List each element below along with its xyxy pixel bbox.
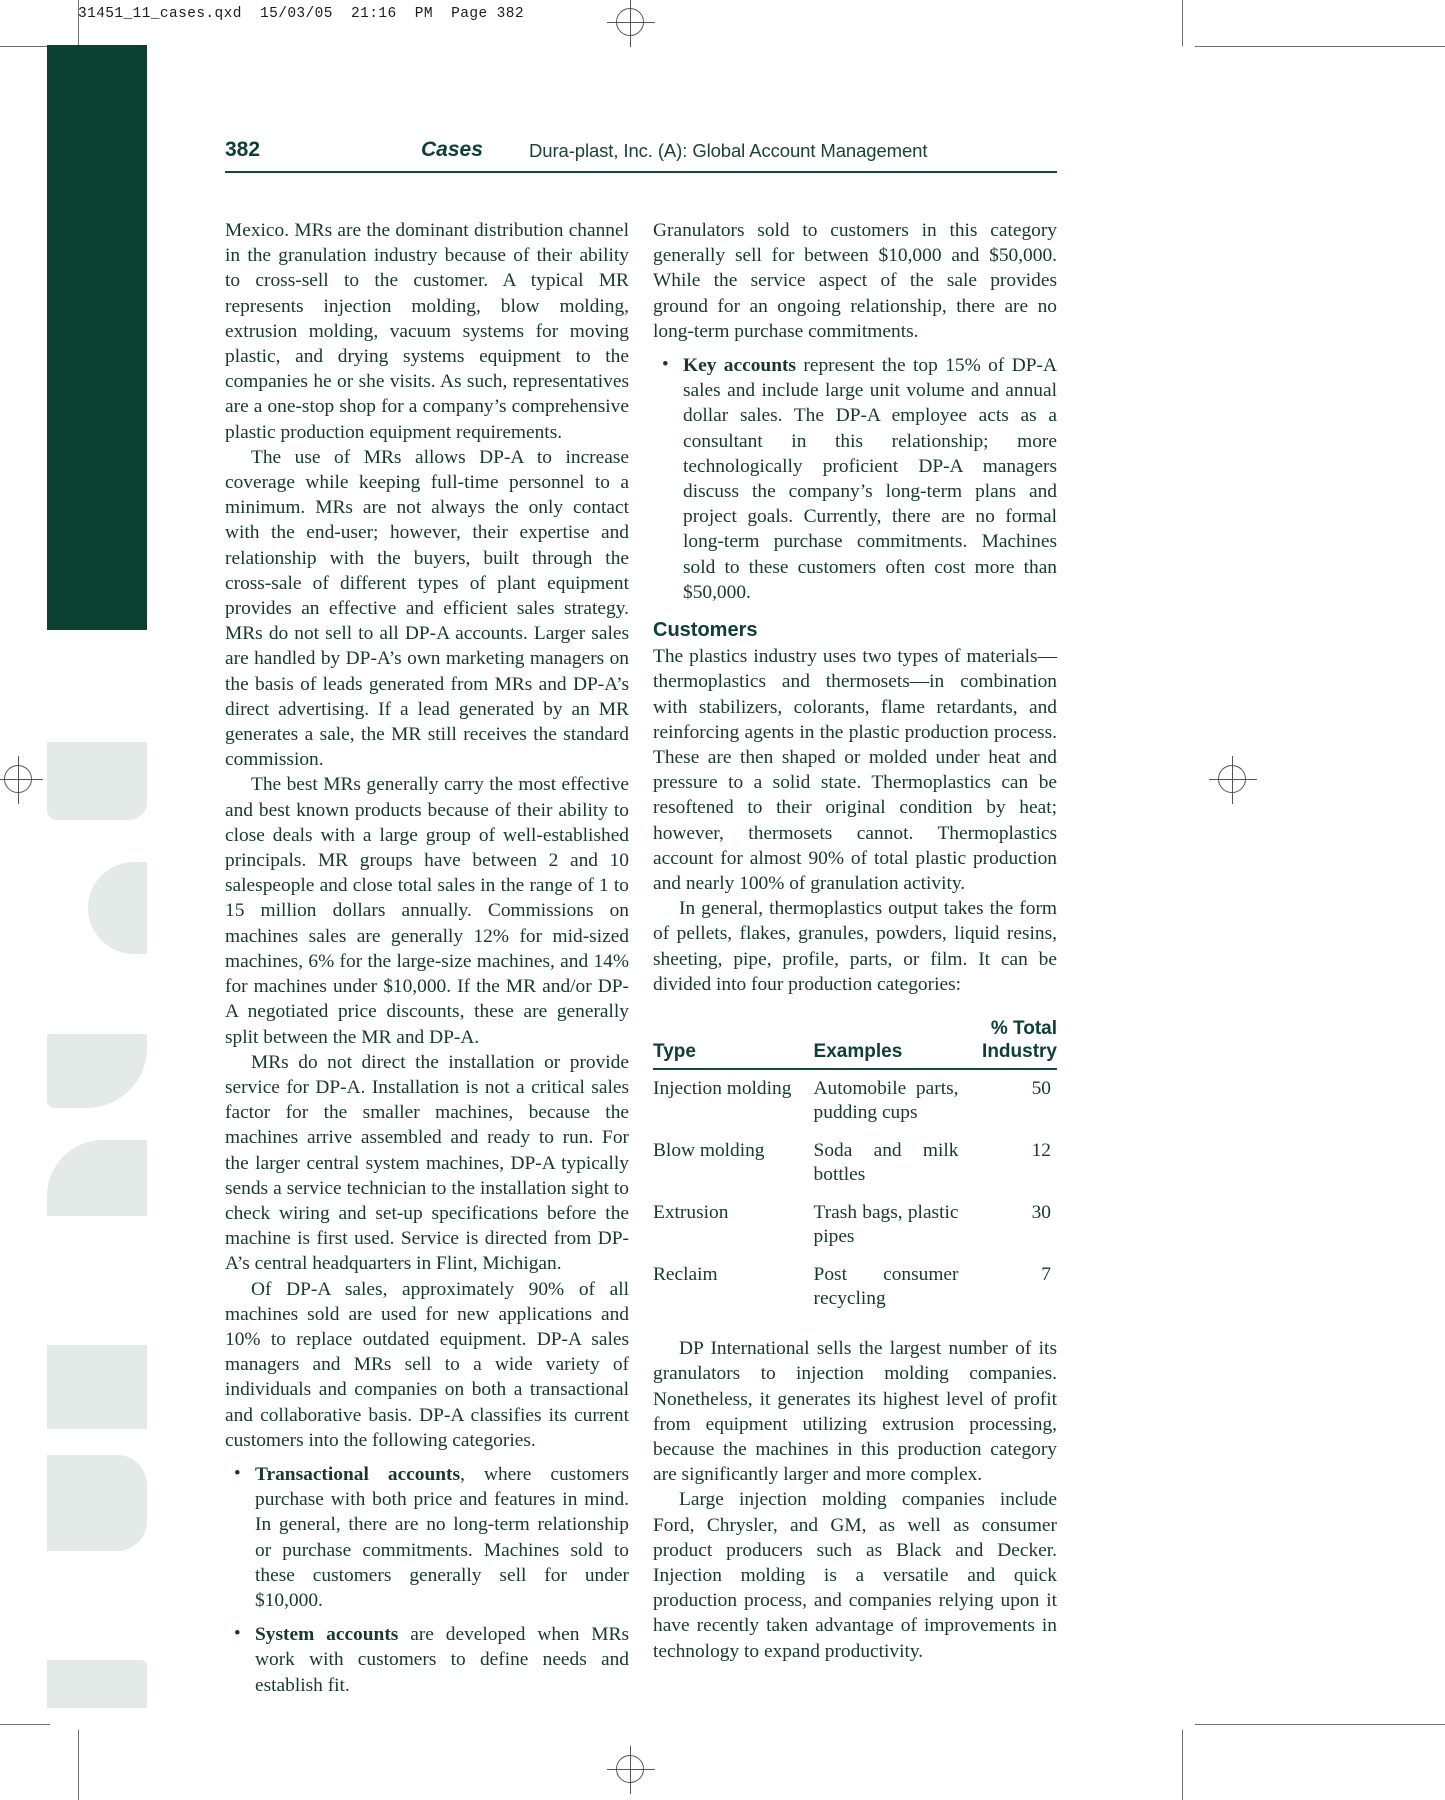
bullet-icon: •	[234, 1623, 241, 1645]
list-item-text: represent the top 15% of DP-A sales and include large unit volume and annual dollar sales. The DP-A employee acts as a consultant in this relationship; more technologically proficient DP-A managers discuss the company’s long-term plans and project goals. Currently, there are no formal long-term purchase commitments. Machines sold to these customers often cost more than $50,000.	[683, 355, 1057, 603]
list-item	[225, 1622, 629, 1698]
registration-mark-bottom	[616, 1755, 646, 1785]
list-item	[653, 353, 1057, 605]
table-row	[653, 1132, 1057, 1194]
list-item-lead: Key accounts	[683, 355, 796, 377]
paragraph: Granulators sold to customers in this category generally sell for between $10,000 and $50,000. While the service aspect of the sale provides ground for an ongoing relationship, there are no long-term purchase commitments.	[653, 220, 1057, 342]
crop-rule-bottom-right-vertical	[1182, 1730, 1183, 1800]
page-title: Dura-plast, Inc. (A): Global Account Management	[529, 140, 928, 161]
page-number: 382	[225, 138, 261, 161]
crop-rule-left-lower-horizontal	[0, 1724, 50, 1725]
margin-watermark-shape-3	[47, 1034, 147, 1108]
paragraph: The plastics industry uses two types of materials—thermoplastics and thermosets—in combination with stabilizers, colorants, flame retardants, and reinforcing agents in the plastic production process. These are then shaped or molded under heat and pressure to a solid state. Thermoplastics can be resoftened to their original condition by heat; however, thermosets cannot. Thermoplastics account for almost 90% of total plastic production and nearly 100% of granulation activity.	[653, 646, 1057, 895]
printer-slug-line: 31451_11_cases.qxd 15/03/05 21:16 PM Page 382	[78, 6, 524, 22]
cell-examples: Soda and milk bottles	[813, 1140, 959, 1186]
crop-rule-top-right-vertical	[1182, 0, 1183, 46]
bullet-icon: •	[662, 354, 669, 376]
table-row	[653, 1194, 1057, 1256]
column-header-examples: Examples	[813, 1041, 903, 1063]
table-header	[653, 1017, 1057, 1069]
cell-pct: 12	[1031, 1140, 1051, 1162]
paragraph: Large injection molding companies include Ford, Chrysler, and GM, as well as consumer product producers such as Black and Decker. Injection molding is a versatile and quick production process, and companies relying upon it have recently taken advantage of improvements in technology to expand productivity.	[653, 1489, 1057, 1662]
section-label: Cases	[421, 138, 483, 161]
cell-pct: 30	[1031, 1202, 1051, 1224]
bullet-icon: •	[234, 1462, 241, 1484]
list-item-lead: System accounts	[255, 1624, 399, 1646]
cell-pct: 50	[1031, 1078, 1051, 1100]
paragraph: The use of MRs allows DP-A to increase coverage while keeping full-time personnel to a minimum. MRs are not always the only contact with the end-user; however, their expertise and relationship with the buyers, built through the cross-sale of different types of plant equipment provides an effective and efficient sales strategy. MRs do not sell to all DP-A accounts. Larger sales are handled by DP-A’s own marketing managers on the basis of leads generated from MRs and DP-A’s direct advertising. If a lead generated by an MR generates a sale, the MR still receives the standard commission.	[225, 446, 629, 771]
column-header-type: Type	[653, 1041, 696, 1063]
margin-watermark-shape-4	[47, 1140, 147, 1216]
crop-rule-right-lower-horizontal	[1195, 1724, 1445, 1725]
cell-type: Extrusion	[653, 1202, 729, 1224]
list-item-text: , where customers purchase with both price and features in mind. In general, there are no long-term relationship or purchase commitments. Machines sold to these customers generally sell for under $10,000.	[255, 1463, 629, 1611]
registration-mark-top	[616, 8, 646, 38]
left-column	[225, 218, 629, 1707]
registration-mark-left	[4, 765, 34, 795]
header-divider-rule	[225, 171, 1057, 173]
cell-examples: Automobile parts, pudding cups	[813, 1078, 959, 1124]
list-item-lead: Transactional accounts	[255, 1463, 461, 1485]
page-header	[225, 138, 1057, 172]
cell-type: Injection molding	[653, 1078, 792, 1100]
margin-watermark-shape-2	[88, 862, 147, 954]
section-heading-customers: Customers	[653, 619, 758, 642]
list-item-text: are developed when MRs work with customers to define needs and establish fit.	[255, 1624, 630, 1696]
margin-watermark-shape-6	[47, 1455, 147, 1551]
column-header-pct-total-industry: % Total Industry	[982, 1018, 1057, 1063]
table-body	[653, 1069, 1057, 1318]
paragraph: In general, thermoplastics output takes the form of pellets, flakes, granules, powders, liquid resins, sheeting, pipe, profile, parts, or film. It can be divided into four production categories:	[653, 898, 1057, 995]
paragraph: Of DP-A sales, approximately 90% of all machines sold are used for new applications and 10% to replace outdated equipment. DP-A sales managers and MRs sell to a wide variety of individuals and companies on both a transactional and collaborative basis. DP-A classifies its current customers into the following categories.	[225, 1278, 629, 1451]
margin-watermark-shape-7	[47, 1660, 147, 1708]
cell-pct: 7	[1041, 1264, 1051, 1286]
crop-rule-left-upper-horizontal	[0, 46, 50, 47]
list-item	[225, 1462, 629, 1613]
paragraph: DP International sells the largest number of its granulators to injection molding companies. Nonetheless, it generates its highest level of profit from equipment utilizing extrusion processing, because the machines in this production category are significantly larger and more complex.	[653, 1338, 1057, 1486]
cell-examples: Post consumer recycling	[813, 1264, 959, 1310]
margin-green-block	[47, 45, 147, 630]
account-type-list	[225, 1462, 629, 1698]
key-accounts-list	[653, 353, 1057, 605]
paragraph: The best MRs generally carry the most effective and best known products because of their ability to close deals with a large group of well-established principals. MR groups have between 2 and 10 salespeople and close total sales in the range of 1 to 15 million dollars annually. Commissions on machines sales are generally 12% for mid-sized machines, 6% for the large-size machines, and 14% for machines under $10,000. If the MR and/or DP-A negotiated price discounts, these are generally split between the MR and DP-A.	[225, 774, 629, 1048]
crop-rule-bottom-left-vertical	[78, 1730, 79, 1800]
cell-type: Reclaim	[653, 1264, 718, 1286]
production-categories-table	[653, 1017, 1057, 1318]
table-row	[653, 1256, 1057, 1318]
right-column	[653, 218, 1057, 1664]
paragraph: MRs do not direct the installation or provide service for DP-A. Installation is not a critical sales factor for the smaller machines, because the machines arrive assembled and ready to run. For the larger central system machines, DP-A typically sends a service technician to the installation sight to check wiring and set-up specifications before the machine is first used. Service is directed from DP-A’s central headquarters in Flint, Michigan.	[225, 1051, 629, 1275]
margin-watermark-shape-5	[47, 1345, 147, 1429]
cell-type: Blow molding	[653, 1140, 765, 1162]
cell-examples: Trash bags, plastic pipes	[813, 1202, 959, 1248]
crop-rule-right-upper-horizontal	[1195, 46, 1445, 47]
margin-watermark-shape-1	[47, 742, 147, 820]
table-header-row	[653, 1017, 1057, 1069]
registration-mark-right	[1218, 765, 1248, 795]
table-row	[653, 1069, 1057, 1132]
paragraph: Mexico. MRs are the dominant distribution channel in the granulation industry because of their ability to cross-sell to the customer. A typical MR represents injection molding, blow molding, extrusion molding, vacuum systems for moving plastic, and drying systems equipment to the companies he or she visits. As such, representatives are a one-stop shop for a company’s comprehensive plastic production equipment requirements.	[225, 220, 629, 443]
